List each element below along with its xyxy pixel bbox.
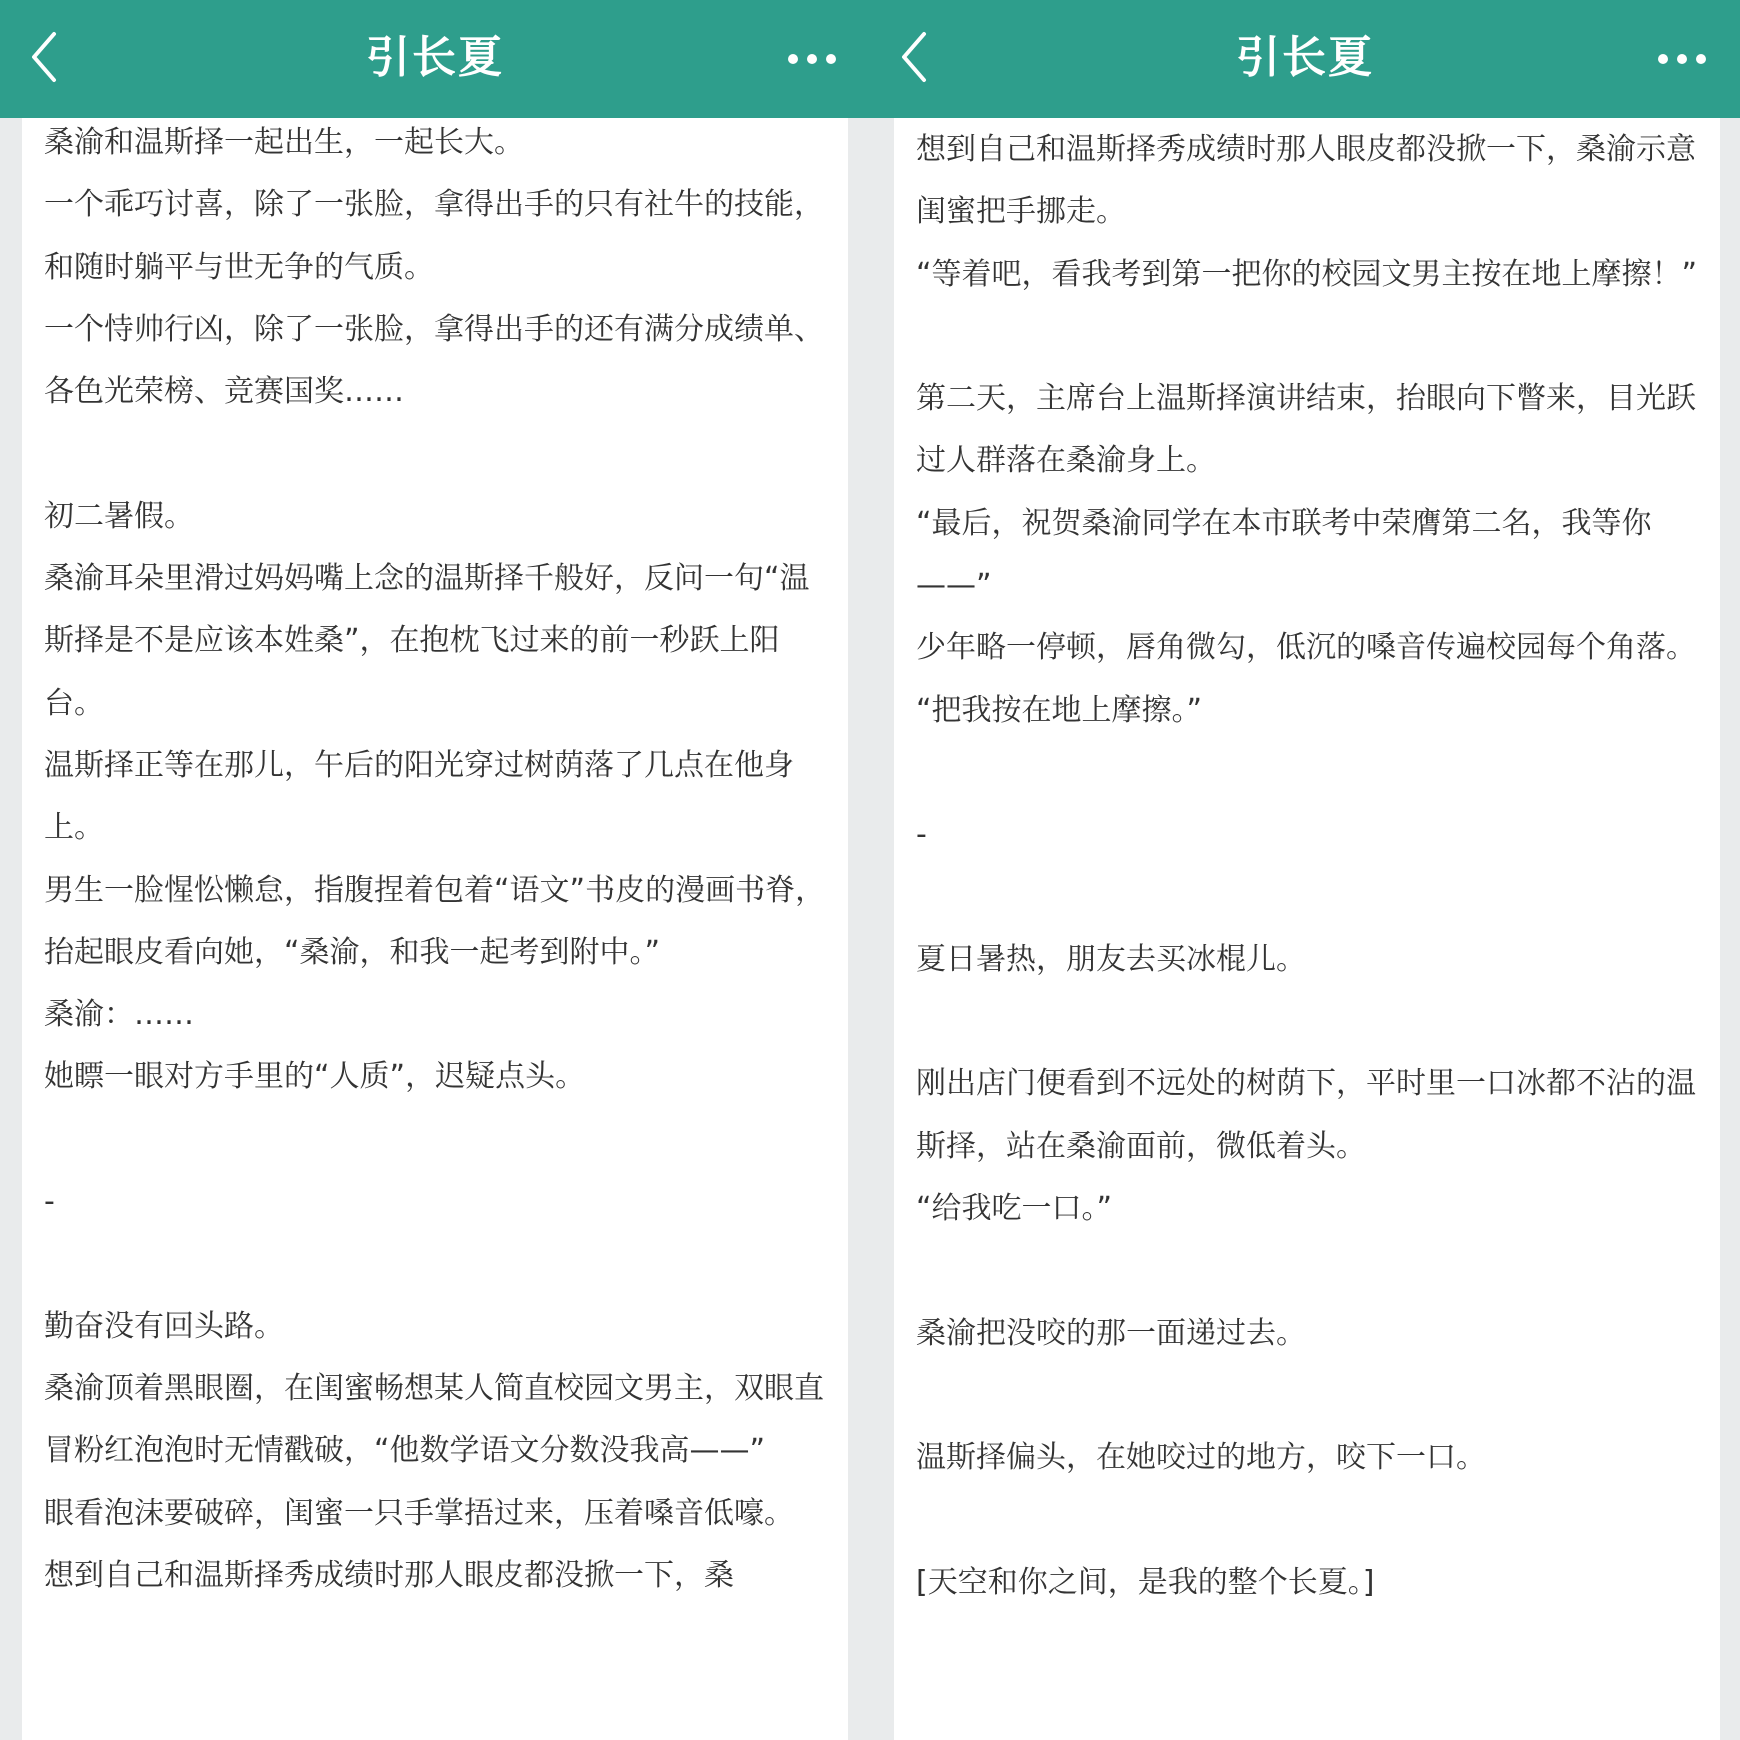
paragraph: 初二暑假。 bbox=[44, 498, 194, 534]
more-button[interactable] bbox=[1648, 34, 1718, 84]
paragraph: 勤奋没有回头路。 bbox=[44, 1308, 284, 1344]
paragraph: 眼看泡沫要破碎，闺蜜一只手掌捂过来，压着嗓音低嚎。 bbox=[44, 1495, 794, 1531]
paragraph: 桑渝顶着黑眼圈，在闺蜜畅想某人简直校园文男主，双眼直冒粉红泡泡时无情戳破，“他数学语文分数没我高——” bbox=[44, 1370, 824, 1469]
article-text bbox=[44, 118, 828, 1607]
paragraph: 第二天，主席台上温斯择演讲结束，抬眼向下瞥来，目光跃过人群落在桑渝身上。 bbox=[916, 381, 1696, 479]
page-title: 引长夏 bbox=[366, 32, 504, 83]
more-button[interactable] bbox=[778, 34, 848, 84]
paragraph: 男生一脸惺忪懒怠，指腹捏着包着“语文”书皮的漫画书脊，抬起眼皮看向她，“桑渝，和我一起考到附中。” bbox=[44, 872, 826, 970]
chevron-left-icon bbox=[896, 24, 956, 94]
paragraph: 夏日暑热，朋友去买冰棍儿。 bbox=[916, 941, 1306, 977]
more-dots-icon bbox=[1696, 54, 1706, 64]
paragraph: “给我吃一口。” bbox=[916, 1191, 1113, 1227]
more-dots-icon bbox=[1658, 54, 1668, 64]
paragraph bbox=[916, 867, 1700, 929]
paragraph: 桑渝：…… bbox=[44, 997, 194, 1033]
chevron-left-icon bbox=[26, 24, 86, 94]
paragraph: - bbox=[44, 1184, 55, 1220]
article-text bbox=[916, 119, 1700, 1614]
paragraph: 桑渝耳朵里滑过妈妈嘴上念的温斯择千般好，反问一句“温斯择是不是应该本姓桑”，在抱枕飞过来的前一秒跃上阳台。 bbox=[44, 561, 810, 721]
top-bar bbox=[0, 0, 870, 118]
paragraph: 想到自己和温斯择秀成绩时那人眼皮都没掀一下，桑渝示意闺蜜把手挪走。 bbox=[916, 132, 1696, 230]
paragraph: 温斯择正等在那儿，午后的阳光穿过树荫落了几点在他身上。 bbox=[44, 747, 794, 846]
more-dots-icon bbox=[826, 54, 836, 64]
paragraph bbox=[916, 991, 1700, 1053]
more-dots-icon bbox=[1677, 54, 1687, 64]
paragraph bbox=[916, 1365, 1700, 1427]
top-bar bbox=[870, 0, 1740, 118]
back-button[interactable] bbox=[896, 24, 956, 94]
article-content bbox=[894, 118, 1720, 1740]
paragraph bbox=[916, 742, 1700, 804]
paragraph: “等着吧，看我考到第一把你的校园文男主按在地上摩擦！” bbox=[916, 256, 1698, 292]
paragraph bbox=[44, 423, 828, 485]
paragraph bbox=[44, 1109, 828, 1171]
paragraph: “最后，祝贺桑渝同学在本市联考中荣膺第二名，我等你——” bbox=[916, 505, 1652, 604]
reader-screen-right bbox=[870, 0, 1740, 1740]
more-dots-icon bbox=[807, 54, 817, 64]
paragraph: 她瞟一眼对方手里的“人质”，迟疑点头。 bbox=[44, 1059, 586, 1095]
paragraph: 桑渝和温斯择一起出生，一起长大。 bbox=[44, 125, 524, 160]
paragraph: 温斯择偏头，在她咬过的地方，咬下一口。 bbox=[916, 1440, 1486, 1476]
paragraph: 桑渝把没咬的那一面递过去。 bbox=[916, 1315, 1306, 1351]
paragraph: 想到自己和温斯择秀成绩时那人眼皮都没掀一下，桑 bbox=[44, 1557, 734, 1593]
paragraph bbox=[916, 306, 1700, 368]
more-dots-icon bbox=[788, 54, 798, 64]
paragraph: 少年略一停顿，唇角微勾，低沉的嗓音传遍校园每个角落。 bbox=[916, 630, 1696, 666]
paragraph: 一个乖巧讨喜，除了一张脸，拿得出手的只有社牛的技能，和随时躺平与世无争的气质。 bbox=[44, 187, 824, 285]
paragraph bbox=[44, 1233, 828, 1295]
paragraph: - bbox=[916, 817, 927, 853]
paragraph: 刚出店门便看到不远处的树荫下，平时里一口冰都不沾的温斯择，站在桑渝面前，微低着头。 bbox=[916, 1066, 1696, 1164]
paragraph: [天空和你之间，是我的整个长夏。] bbox=[916, 1564, 1375, 1600]
article-content bbox=[22, 118, 848, 1740]
paragraph: “把我按在地上摩擦。” bbox=[916, 692, 1203, 728]
paragraph bbox=[916, 1490, 1700, 1552]
paragraph bbox=[916, 1240, 1700, 1302]
page-title: 引长夏 bbox=[1236, 32, 1374, 83]
back-button[interactable] bbox=[26, 24, 86, 94]
paragraph: 一个恃帅行凶，除了一张脸，拿得出手的还有满分成绩单、各色光荣榜、竞赛国奖…… bbox=[44, 311, 824, 410]
